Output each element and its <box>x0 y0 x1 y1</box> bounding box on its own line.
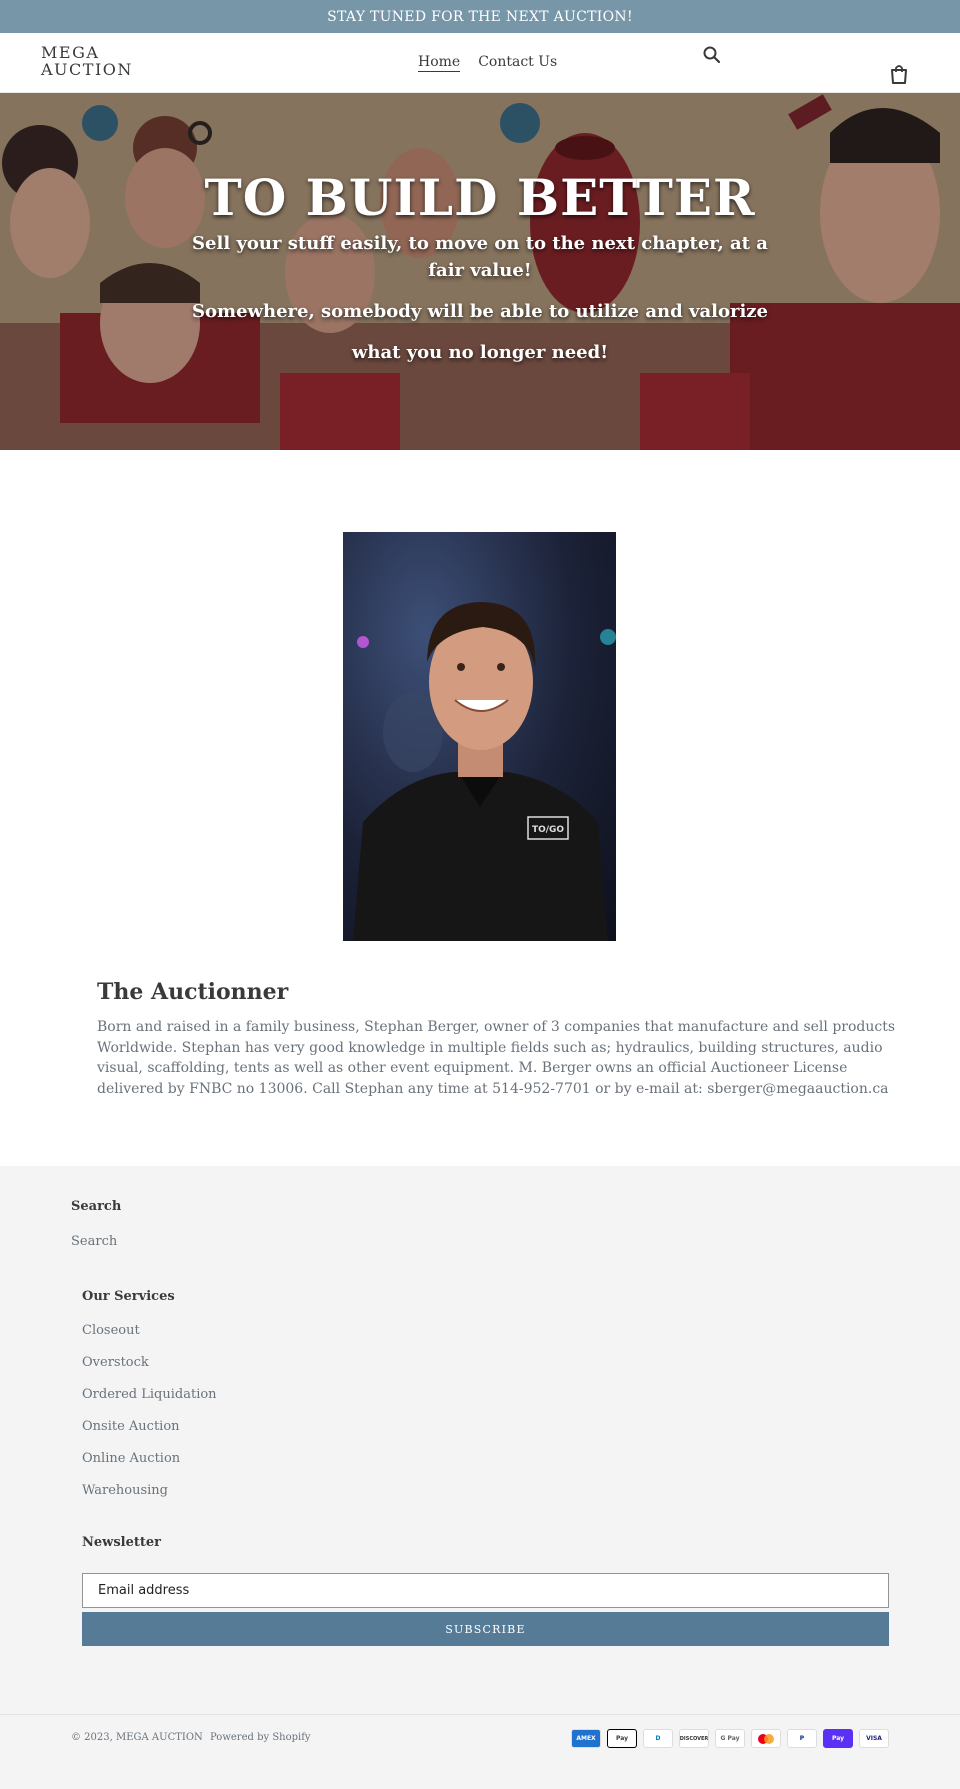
shirt-logo: TO/GO <box>531 825 565 835</box>
copyright-text: © 2023, MEGA AUCTION <box>71 1732 203 1743</box>
site-footer <box>0 1166 960 1789</box>
amex-icon: AMEX <box>571 1729 601 1748</box>
diners-club-icon: D <box>643 1729 673 1748</box>
footer-link-ordered-liquidation[interactable]: Ordered Liquidation <box>82 1387 217 1402</box>
footer-search-heading: Search <box>71 1199 122 1214</box>
announcement-text: STAY TUNED FOR THE NEXT AUCTION! <box>327 8 633 25</box>
search-icon[interactable] <box>702 45 722 65</box>
hero-banner <box>0 93 960 450</box>
about-title: The Auctionner <box>97 979 289 1005</box>
site-header <box>0 33 960 93</box>
cart-icon[interactable] <box>888 63 910 85</box>
google-pay-icon: G Pay <box>715 1729 745 1748</box>
footer-copyright <box>71 1732 315 1743</box>
footer-newsletter-heading: Newsletter <box>82 1535 162 1550</box>
newsletter-email-input[interactable]: Email address <box>82 1573 889 1608</box>
nav-contact-us[interactable]: Contact Us <box>478 54 558 70</box>
shop-pay-icon: Pay <box>823 1729 853 1748</box>
hero-title: TO BUILD BETTER <box>204 168 756 227</box>
footer-link-onsite-auction[interactable]: Onsite Auction <box>82 1419 180 1434</box>
about-text: Born and raised in a family business, Stephan Berger, owner of 3 companies that manufacture and sell products Worldwide. Stephan has very good knowledge in multiple fields such as; hydraulics, building structures, audio visual, scaffolding, tents as well as other event equipment. M. Berger owns an official Auctioneer License delivered by FNBC no 13006. Call Stephan any time at 514-952-7701 or by e-mail at: sberger@megaauction.ca <box>97 1019 896 1097</box>
main-nav <box>418 54 557 72</box>
visa-icon: VISA <box>859 1729 889 1748</box>
hero-line-3: what you no longer need! <box>351 342 609 363</box>
payment-icons <box>571 1729 889 1748</box>
footer-link-warehousing[interactable]: Warehousing <box>82 1483 168 1498</box>
apple-pay-icon: Pay <box>607 1729 637 1748</box>
hero-subtitle: Sell your stuff easily, to move on to the next chapter, at a fair value! <box>192 233 768 281</box>
mastercard-icon <box>751 1729 781 1748</box>
footer-link-online-auction[interactable]: Online Auction <box>82 1451 181 1466</box>
announcement-bar <box>0 0 960 33</box>
footer-services-heading: Our Services <box>82 1289 175 1304</box>
portrait-illustration <box>343 532 616 941</box>
paypal-icon: P <box>787 1729 817 1748</box>
subscribe-button[interactable]: SUBSCRIBE <box>82 1612 889 1646</box>
discover-icon: DISCOVER <box>679 1729 709 1748</box>
footer-link-overstock[interactable]: Overstock <box>82 1355 149 1370</box>
footer-search-link[interactable]: Search <box>71 1234 118 1249</box>
footer-divider <box>0 1714 960 1715</box>
powered-by-link[interactable]: Powered by Shopify <box>209 1732 311 1743</box>
nav-home[interactable]: Home <box>418 54 461 70</box>
hero-content <box>180 168 780 366</box>
auctioneer-photo <box>343 532 616 941</box>
footer-link-closeout[interactable]: Closeout <box>82 1323 140 1338</box>
hero-line-2: Somewhere, somebody will be able to utilize and valorize <box>192 301 768 322</box>
site-logo[interactable]: MEGA AUCTION <box>41 43 133 79</box>
